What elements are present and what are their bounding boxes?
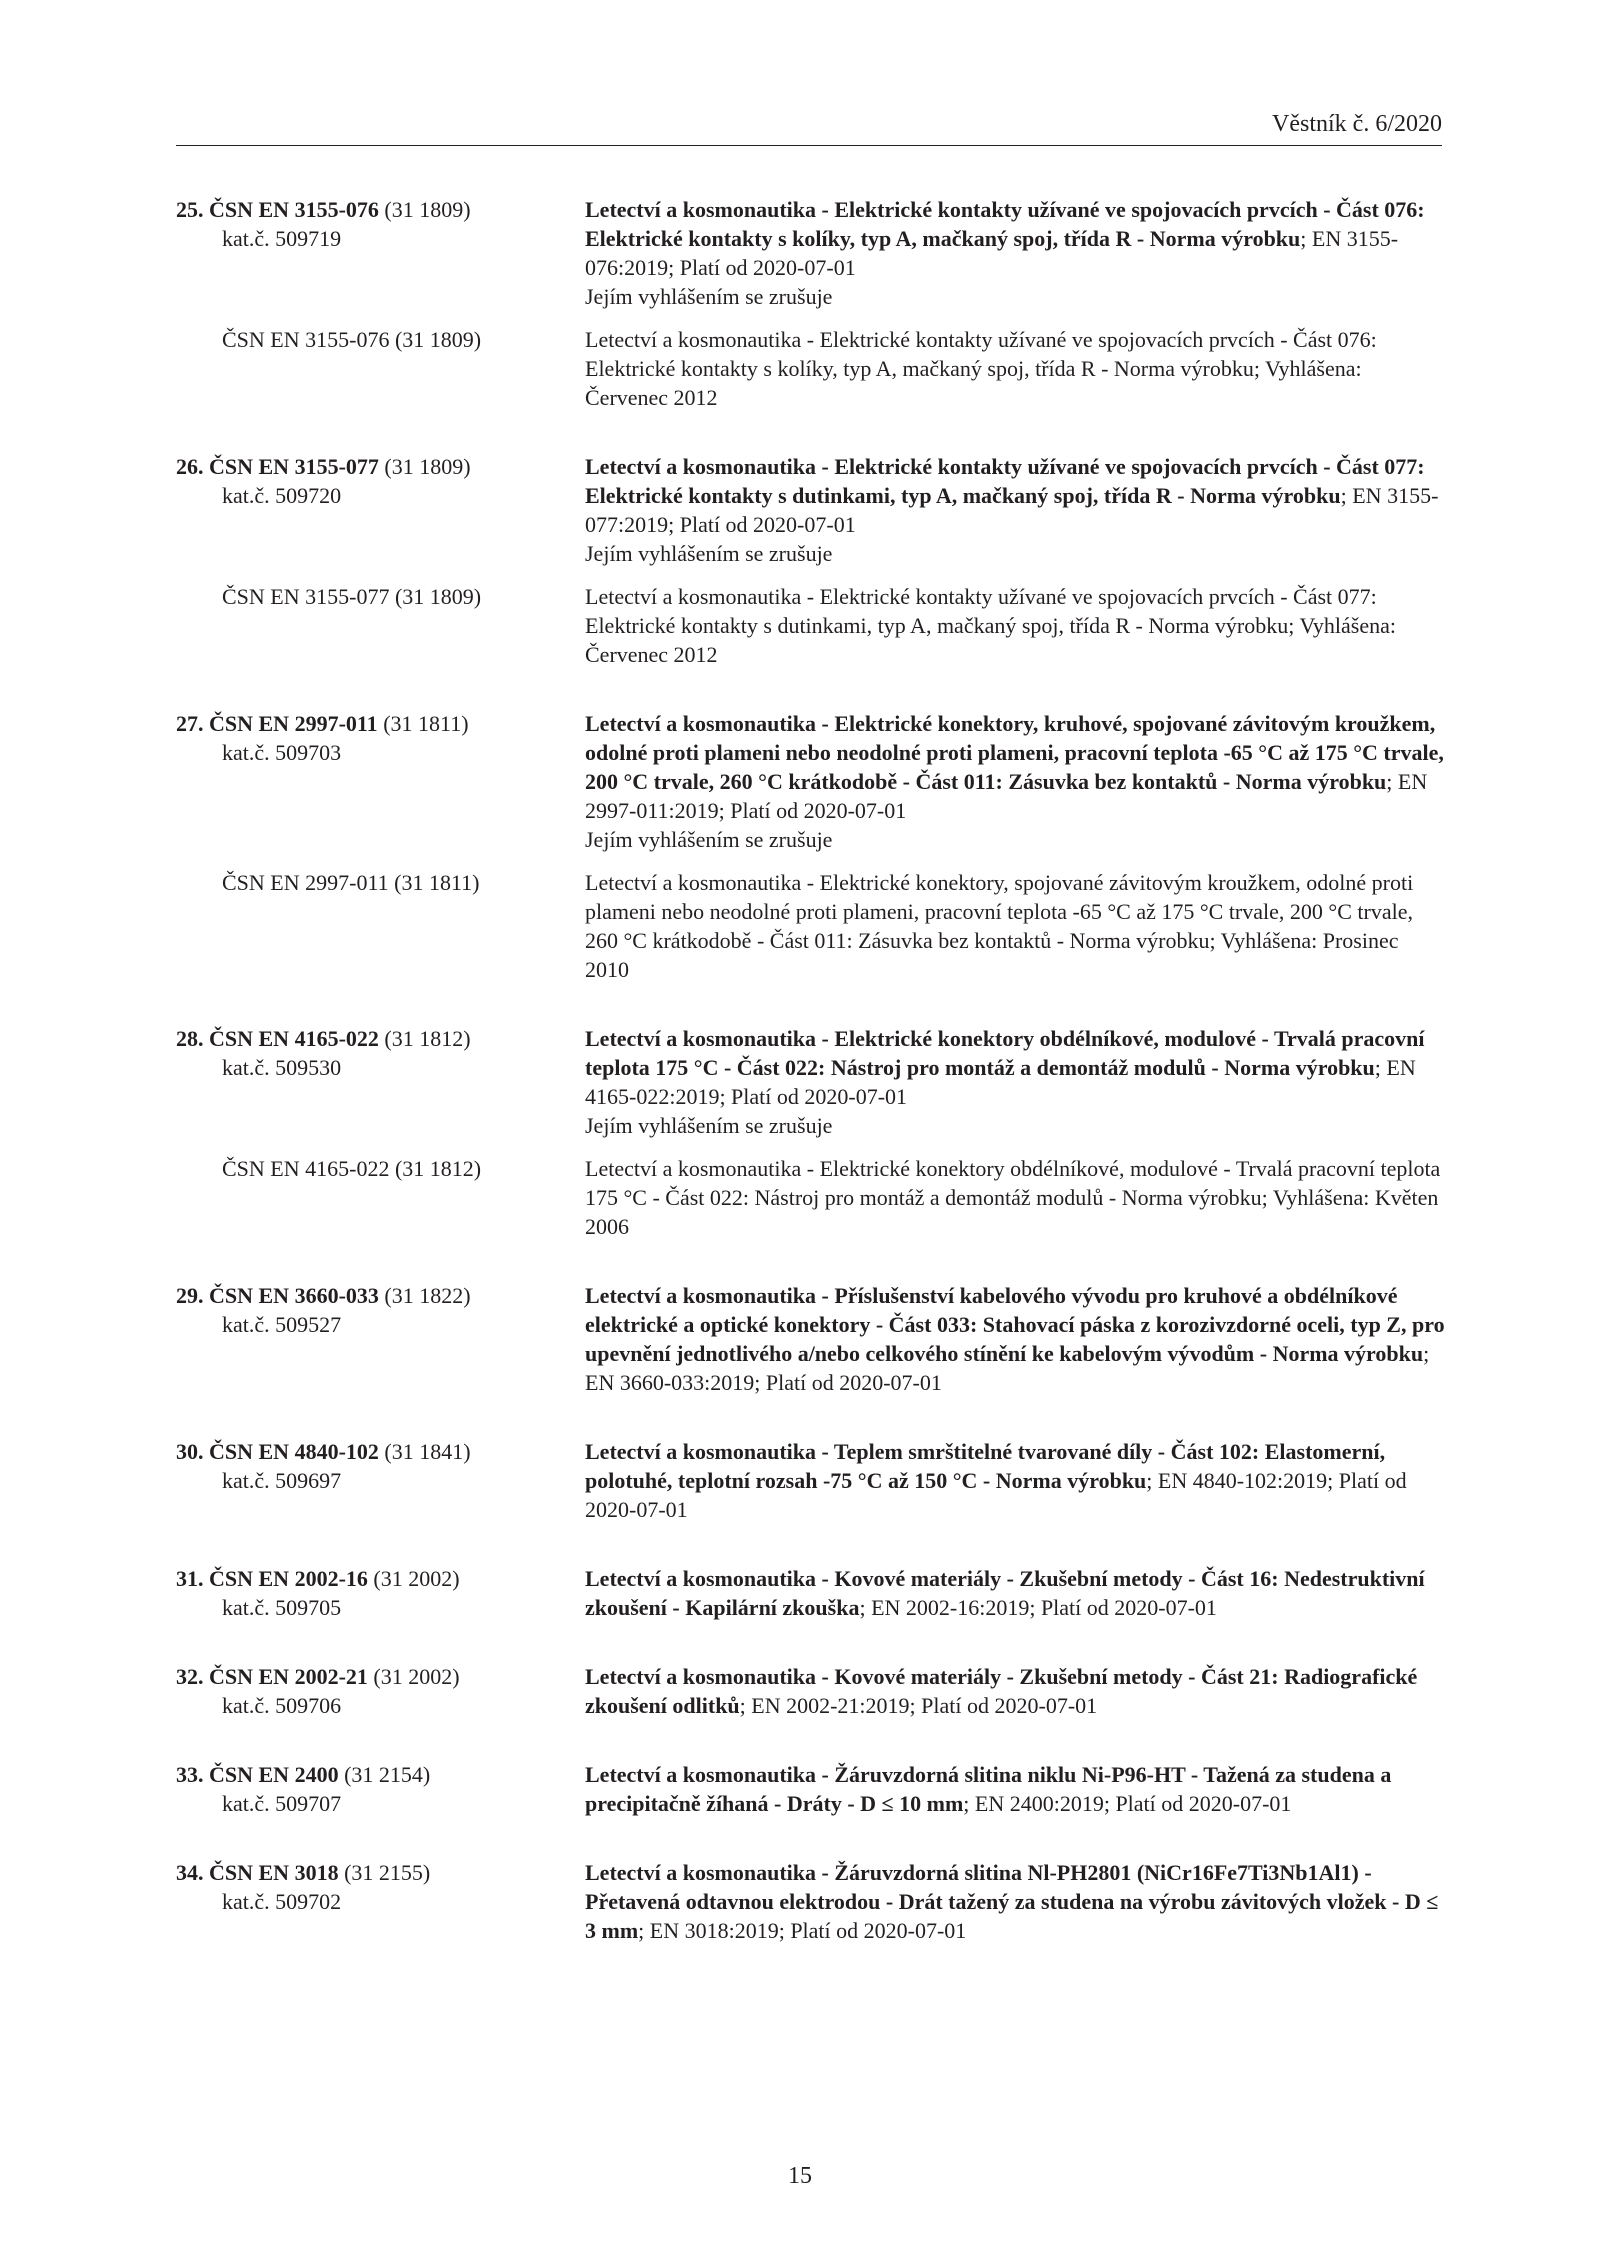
entry-number: 30. (176, 1439, 204, 1464)
standard-title: Letectví a kosmonautika - Příslušenství kabelového vývodu pro kruhové a obdélníkové elektrické a optické konektory - Část 033: Stahovací páska z korozivzdorné oceli, typ Z, pro upevnění jednotlivého a/nebo celkového stínění ke kabelovým vývodům - Norma výrobku (585, 1283, 1445, 1366)
abolish-note: Jejím vyhlášením se zrušuje (585, 827, 833, 852)
catalog-number: kat.č. 509719 (222, 226, 342, 251)
class-number: (31 1822) (384, 1283, 471, 1308)
entry-number: 31. (176, 1566, 204, 1591)
standard-info: ; EN 3660-033:2019; Platí od 2020-07-01 (585, 1341, 1430, 1395)
class-number: (31 1841) (384, 1439, 471, 1464)
standard-title: Letectví a kosmonautika - Kovové materiály - Zkušební metody - Část 21: Radiografické zkoušení odlitků (585, 1664, 1418, 1718)
standard-code: ČSN EN 2002-21 (209, 1664, 368, 1689)
standard-entry (176, 1024, 1446, 1241)
entry-number: 29. (176, 1283, 204, 1308)
class-number: (31 2155) (344, 1860, 431, 1885)
replaced-standard-code: ČSN EN 3155-076 (31 1809) (222, 327, 482, 352)
replaced-standard-text: Letectví a kosmonautika - Elektrické konektory, spojované závitovým kroužkem, odolné proti plameni nebo neodolné proti plameni, pracovní teplota -65 °C až 175 °C trvale, 200 °C trvale, 260 °C krátkodobě - Část 011: Zásuvka bez kontaktů - Norma výrobku; Vyhlášena: Prosinec 2010 (585, 870, 1414, 982)
header-divider (176, 145, 1442, 146)
abolish-note: Jejím vyhlášením se zrušuje (585, 284, 833, 309)
standard-code: ČSN EN 3018 (209, 1860, 339, 1885)
class-number: (31 1812) (384, 1026, 471, 1051)
standard-entry (176, 452, 1446, 669)
standard-entry (176, 1858, 1446, 1945)
replaced-standard-text: Letectví a kosmonautika - Elektrické konektory obdélníkové, modulové - Trvalá pracovní teplota 175 °C - Část 022: Nástroj pro montáž a demontáž modulů - Norma výrobku; Vyhlášena: Květen 2006 (585, 1156, 1441, 1239)
standard-entry (176, 1281, 1446, 1397)
standard-title: Letectví a kosmonautika - Elektrické konektory, kruhové, spojované závitovým kroužkem, odolné proti plameni nebo neodolné proti plameni, pracovní teplota -65 °C až 175 °C trvale, 200 °C trvale, 260 °C krátkodobě - Část 011: Zásuvka bez kontaktů - Norma výrobku (585, 711, 1444, 794)
replaced-standard-code: ČSN EN 4165-022 (31 1812) (222, 1156, 482, 1181)
standard-title: Letectví a kosmonautika - Elektrické konektory obdélníkové, modulové - Trvalá pracovní teplota 175 °C - Část 022: Nástroj pro montáž a demontáž modulů - Norma výrobku (585, 1026, 1425, 1080)
standard-info: ; EN 3155-077:2019; Platí od 2020-07-01 (585, 483, 1439, 537)
entry-number: 34. (176, 1860, 204, 1885)
standard-entry (176, 1437, 1446, 1524)
standard-code: ČSN EN 2400 (209, 1762, 339, 1787)
standard-code: ČSN EN 2997-011 (209, 711, 378, 736)
catalog-number: kat.č. 509706 (222, 1693, 342, 1718)
standard-info: ; EN 3155-076:2019; Platí od 2020-07-01 (585, 226, 1399, 280)
standard-info: ; EN 2002-21:2019; Platí od 2020-07-01 (739, 1693, 1098, 1718)
standard-title: Letectví a kosmonautika - Kovové materiály - Zkušební metody - Část 16: Nedestruktivní zkoušení - Kapilární zkouška (585, 1566, 1425, 1620)
standard-code: ČSN EN 4165-022 (209, 1026, 379, 1051)
catalog-number: kat.č. 509530 (222, 1055, 342, 1080)
entry-number: 28. (176, 1026, 204, 1051)
entry-number: 27. (176, 711, 204, 736)
class-number: (31 1809) (384, 454, 471, 479)
catalog-number: kat.č. 509707 (222, 1791, 342, 1816)
standard-info: ; EN 4840-102:2019; Platí od 2020-07-01 (585, 1468, 1407, 1522)
standard-title: Letectví a kosmonautika - Elektrické kontakty užívané ve spojovacích prvcích - Část 076: Elektrické kontakty s kolíky, typ A, mačkaný spoj, třída R - Norma výrobku (585, 197, 1425, 251)
standard-code: ČSN EN 3155-076 (209, 197, 379, 222)
class-number: (31 2002) (373, 1664, 460, 1689)
standard-code: ČSN EN 3155-077 (209, 454, 379, 479)
standard-entry (176, 1760, 1446, 1818)
standard-entry (176, 709, 1446, 984)
entry-number: 26. (176, 454, 204, 479)
standard-entry (176, 1662, 1446, 1720)
catalog-number: kat.č. 509697 (222, 1468, 342, 1493)
catalog-number: kat.č. 509720 (222, 483, 342, 508)
class-number: (31 1811) (383, 711, 469, 736)
standard-title: Letectví a kosmonautika - Elektrické kontakty užívané ve spojovacích prvcích - Část 077: Elektrické kontakty s dutinkami, typ A, mačkaný spoj, třída R - Norma výrobku (585, 454, 1425, 508)
abolish-note: Jejím vyhlášením se zrušuje (585, 541, 833, 566)
standard-entry (176, 1564, 1446, 1622)
class-number: (31 2154) (344, 1762, 431, 1787)
class-number: (31 2002) (373, 1566, 460, 1591)
standard-info: ; EN 2400:2019; Platí od 2020-07-01 (963, 1791, 1292, 1816)
standard-title: Letectví a kosmonautika - Žáruvzdorná slitina Nl-PH2801 (NiCr16Fe7Ti3Nb1Al1) - Přetavená odtavnou elektrodou - Drát tažený za studena na výrobu závitových vložek - D ≤ 3 mm (585, 1860, 1439, 1943)
replaced-standard-text: Letectví a kosmonautika - Elektrické kontakty užívané ve spojovacích prvcích - Část 076: Elektrické kontakty s kolíky, typ A, mačkaný spoj, třída R - Norma výrobku; Vyhlášena: Červenec 2012 (585, 327, 1377, 410)
entry-number: 33. (176, 1762, 204, 1787)
standards-list (176, 195, 1446, 1985)
standard-info: ; EN 2002-16:2019; Platí od 2020-07-01 (859, 1595, 1217, 1620)
page-number: 15 (788, 2163, 812, 2189)
standard-entry (176, 195, 1446, 412)
catalog-number: kat.č. 509703 (222, 740, 342, 765)
standard-code: ČSN EN 2002-16 (209, 1566, 368, 1591)
replaced-standard-code: ČSN EN 3155-077 (31 1809) (222, 584, 482, 609)
replaced-standard-text: Letectví a kosmonautika - Elektrické kontakty užívané ve spojovacích prvcích - Část 077: Elektrické kontakty s dutinkami, typ A, mačkaný spoj, třída R - Norma výrobku; Vyhlášena: Červenec 2012 (585, 584, 1397, 667)
class-number: (31 1809) (384, 197, 471, 222)
entry-number: 32. (176, 1664, 204, 1689)
entry-number: 25. (176, 197, 204, 222)
catalog-number: kat.č. 509705 (222, 1595, 342, 1620)
standard-title: Letectví a kosmonautika - Žáruvzdorná slitina niklu Ni-P96-HT - Tažená za studena a precipitačně žíhaná - Dráty - D ≤ 10 mm (585, 1762, 1392, 1816)
bulletin-title: Věstník č. 6/2020 (1272, 111, 1442, 137)
standard-title: Letectví a kosmonautika - Teplem smrštitelné tvarované díly - Část 102: Elastomerní, polotuhé, teplotní rozsah -75 °C až 150 °C - Norma výrobku (585, 1439, 1386, 1493)
standard-info: ; EN 4165-022:2019; Platí od 2020-07-01 (585, 1055, 1416, 1109)
catalog-number: kat.č. 509702 (222, 1889, 342, 1914)
standard-code: ČSN EN 3660-033 (209, 1283, 379, 1308)
replaced-standard-code: ČSN EN 2997-011 (31 1811) (222, 870, 480, 895)
catalog-number: kat.č. 509527 (222, 1312, 342, 1337)
standard-code: ČSN EN 4840-102 (209, 1439, 379, 1464)
standard-info: ; EN 3018:2019; Platí od 2020-07-01 (638, 1918, 967, 1943)
abolish-note: Jejím vyhlášením se zrušuje (585, 1113, 833, 1138)
standard-info: ; EN 2997-011:2019; Platí od 2020-07-01 (585, 769, 1428, 823)
